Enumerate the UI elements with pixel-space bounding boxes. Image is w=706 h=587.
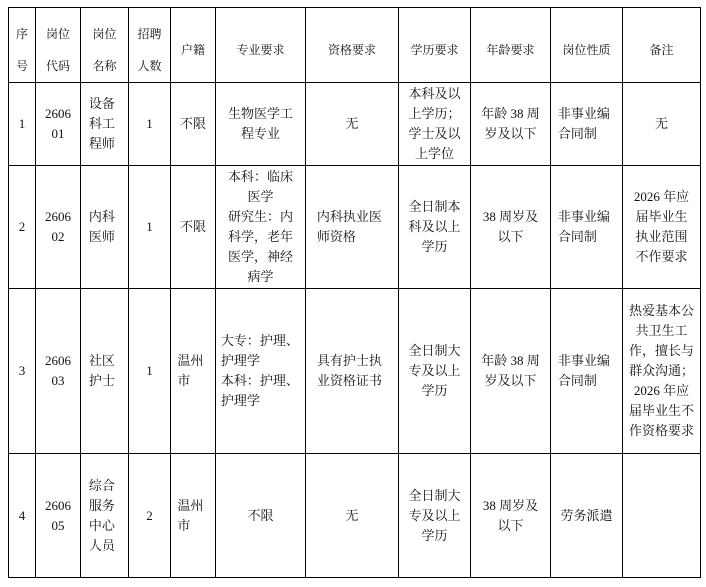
cell-hiring-count: 1 [129,289,171,454]
header-qualification-requirement: 资格要求 [306,8,399,83]
cell-education-requirement: 本科及以上学历；学士及以上学位 [399,83,471,166]
cell-major-requirement: 大专：护理、护理学 本科：护理、护理学 [216,289,306,454]
cell-position-nature: 非事业编合同制 [551,289,623,454]
cell-age-requirement: 38 周岁及以下 [471,166,551,289]
header-position-nature: 岗位性质 [551,8,623,83]
cell-position-code: 260602 [36,166,81,289]
cell-age-requirement: 年龄 38 周岁及以下 [471,289,551,454]
recruitment-table [8,7,701,578]
table-row [9,289,701,454]
cell-age-requirement: 年龄 38 周岁及以下 [471,83,551,166]
cell-position-name: 设备科工程师 [81,83,129,166]
cell-major-requirement: 生物医学工程专业 [216,83,306,166]
header-remarks: 备注 [623,8,701,83]
cell-position-name: 社区护士 [81,289,129,454]
table-row [9,454,701,578]
cell-position-name: 综合服务中心人员 [81,454,129,578]
cell-index: 3 [9,289,36,454]
cell-position-name: 内科医师 [81,166,129,289]
cell-household-registration: 不限 [171,166,216,289]
cell-qualification-requirement: 无 [306,83,399,166]
cell-household-registration: 温州市 [171,289,216,454]
cell-major-requirement: 不限 [216,454,306,578]
cell-remarks: 2026 年应届毕业生执业范围不作要求 [623,166,701,289]
cell-hiring-count: 1 [129,83,171,166]
cell-household-registration: 不限 [171,83,216,166]
cell-position-nature: 非事业编合同制 [551,166,623,289]
cell-position-code: 260605 [36,454,81,578]
cell-remarks: 热爱基本公共卫生工作，擅长与群众沟通；2026 年应届毕业生不作资格要求 [623,289,701,454]
cell-hiring-count: 2 [129,454,171,578]
table-header-row [9,8,701,83]
table-row [9,166,701,289]
header-position-code: 岗位代码 [36,8,81,83]
cell-education-requirement: 全日制大专及以上学历 [399,289,471,454]
cell-education-requirement: 全日制大专及以上学历 [399,454,471,578]
cell-household-registration: 温州市 [171,454,216,578]
cell-qualification-requirement: 内科执业医师资格 [306,166,399,289]
header-household-registration: 户籍 [171,8,216,83]
cell-index: 4 [9,454,36,578]
header-hiring-count: 招聘人数 [129,8,171,83]
cell-qualification-requirement: 具有护士执业资格证书 [306,289,399,454]
cell-major-requirement: 本科：临床医学 研究生：内科学，老年医学，神经病学 [216,166,306,289]
cell-age-requirement: 38 周岁及以下 [471,454,551,578]
cell-position-nature: 劳务派遣 [551,454,623,578]
header-age-requirement: 年龄要求 [471,8,551,83]
header-position-name: 岗位名称 [81,8,129,83]
cell-qualification-requirement: 无 [306,454,399,578]
cell-index: 1 [9,83,36,166]
cell-position-code: 260601 [36,83,81,166]
cell-position-nature: 非事业编合同制 [551,83,623,166]
cell-remarks [623,454,701,578]
cell-remarks: 无 [623,83,701,166]
header-education-requirement: 学历要求 [399,8,471,83]
header-major-requirement: 专业要求 [216,8,306,83]
cell-index: 2 [9,166,36,289]
cell-position-code: 260603 [36,289,81,454]
table-row [9,83,701,166]
header-index: 序号 [9,8,36,83]
cell-hiring-count: 1 [129,166,171,289]
cell-education-requirement: 全日制本科及以上学历 [399,166,471,289]
